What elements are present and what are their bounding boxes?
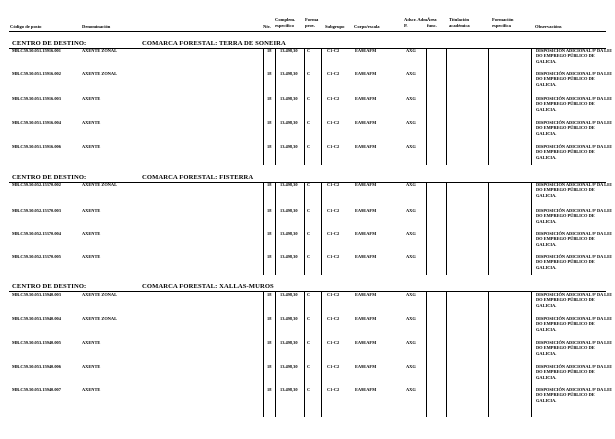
cell-codigo: MR.C59.50.053.15940.005 xyxy=(12,340,61,345)
cell-complemento: 13.498,30 xyxy=(280,96,298,101)
cell-denominacion: AXENTE xyxy=(82,231,101,236)
cell-adscr: AXG xyxy=(406,182,416,187)
cell-forma: C xyxy=(307,387,311,392)
cell-subgrupo: C1-C2 xyxy=(327,340,340,345)
cell-corpo: EA9EAFM xyxy=(355,48,377,53)
cell-complemento: 13.498,30 xyxy=(280,387,298,392)
cell-corpo: EA9EAFM xyxy=(355,231,377,236)
cell-nivel: 18 xyxy=(267,387,272,392)
cell-adscr: AXG xyxy=(406,96,416,101)
cell-subgrupo: C1-C2 xyxy=(327,182,340,187)
column-divider xyxy=(321,183,322,275)
cell-observacion: DISPOSICIÓN ADICIONAL 9ª DA LEI DO EMPREGO PÚBLICO DE GALICIA. xyxy=(536,48,612,64)
column-divider xyxy=(488,49,489,165)
cell-nivel: 18 xyxy=(267,96,272,101)
cell-forma: C xyxy=(307,208,311,213)
cell-codigo: MR.C59.50.051.15916.006 xyxy=(12,144,61,149)
cell-observacion: DISPOSICIÓN ADICIONAL 9ª DA LEI DO EMPREGO PÚBLICO DE GALICIA. xyxy=(536,182,612,198)
cell-nivel: 18 xyxy=(267,182,272,187)
header-adscr: Adscr. Adm. P. xyxy=(404,17,429,28)
cell-adscr: AXG xyxy=(406,340,416,345)
cell-forma: C xyxy=(307,254,311,259)
header-titulacion: Titulación académica xyxy=(449,17,470,28)
cell-denominacion: AXENTE ZONAL xyxy=(82,292,118,297)
cell-nivel: 18 xyxy=(267,231,272,236)
cell-denominacion: AXENTE ZONAL xyxy=(82,316,118,321)
cell-denominacion: AXENTE xyxy=(82,144,101,149)
cell-forma: C xyxy=(307,364,311,369)
cell-codigo: MR.C59.50.053.15940.004 xyxy=(12,316,61,321)
header-area: Área func. xyxy=(427,17,437,28)
column-divider xyxy=(321,292,322,417)
cell-adscr: AXG xyxy=(406,316,416,321)
column-divider xyxy=(426,49,427,165)
cell-corpo: EA9EAFM xyxy=(355,316,377,321)
column-divider xyxy=(263,292,264,417)
cell-subgrupo: C1-C2 xyxy=(327,208,340,213)
header-corpo: Corpo/escala xyxy=(354,24,380,29)
cell-observacion: DISPOSICIÓN ADICIONAL 9ª DA LEI DO EMPREGO PÚBLICO DE GALICIA. xyxy=(536,316,612,332)
section-centro-label: CENTRO DE DESTINO: xyxy=(12,174,87,181)
cell-codigo: MR.C59.50.051.15916.002 xyxy=(12,71,61,76)
column-divider xyxy=(426,292,427,417)
column-divider xyxy=(426,183,427,275)
cell-complemento: 13.498,30 xyxy=(280,340,298,345)
cell-nivel: 18 xyxy=(267,292,272,297)
cell-complemento: 13.498,30 xyxy=(280,182,298,187)
cell-nivel: 18 xyxy=(267,120,272,125)
cell-nivel: 18 xyxy=(267,254,272,259)
cell-codigo: MR.C59.50.051.15916.001 xyxy=(12,48,61,53)
column-divider xyxy=(488,183,489,275)
column-divider xyxy=(531,183,532,275)
cell-codigo: MR.C59.50.052.15370.005 xyxy=(12,254,61,259)
column-divider xyxy=(304,292,305,417)
cell-adscr: AXG xyxy=(406,231,416,236)
cell-observacion: DISPOSICIÓN ADICIONAL 9ª DA LEI DO EMPREGO PÚBLICO DE GALICIA. xyxy=(536,292,612,308)
cell-adscr: AXG xyxy=(406,254,416,259)
cell-subgrupo: C1-C2 xyxy=(327,254,340,259)
cell-forma: C xyxy=(307,144,311,149)
cell-denominacion: AXENTE ZONAL xyxy=(82,182,118,187)
column-divider xyxy=(488,292,489,417)
cell-adscr: AXG xyxy=(406,208,416,213)
column-divider xyxy=(275,49,276,165)
cell-subgrupo: C1-C2 xyxy=(327,48,340,53)
cell-nivel: 18 xyxy=(267,144,272,149)
cell-complemento: 13.498,30 xyxy=(280,364,298,369)
cell-forma: C xyxy=(307,48,311,53)
cell-complemento: 13.498,30 xyxy=(280,316,298,321)
cell-corpo: EA9EAFM xyxy=(355,254,377,259)
header-subgrupo: Subgrupo xyxy=(325,24,345,29)
cell-nivel: 18 xyxy=(267,364,272,369)
cell-subgrupo: C1-C2 xyxy=(327,364,340,369)
cell-corpo: EA9EAFM xyxy=(355,182,377,187)
cell-denominacion: AXENTE ZONAL xyxy=(82,71,118,76)
column-divider xyxy=(263,183,264,275)
cell-denominacion: AXENTE xyxy=(82,254,101,259)
cell-denominacion: AXENTE xyxy=(82,208,101,213)
cell-codigo: MR.C59.50.051.15916.004 xyxy=(12,120,61,125)
cell-nivel: 18 xyxy=(267,340,272,345)
cell-forma: C xyxy=(307,71,311,76)
cell-forma: C xyxy=(307,316,311,321)
column-divider xyxy=(304,49,305,165)
cell-observacion: DISPOSICIÓN ADICIONAL 9ª DA LEI DO EMPREGO PÚBLICO DE GALICIA. xyxy=(536,208,612,224)
cell-adscr: AXG xyxy=(406,144,416,149)
column-divider xyxy=(446,183,447,275)
column-divider xyxy=(304,183,305,275)
header-forma: Forma prov. xyxy=(305,17,319,28)
cell-codigo: MR.C59.50.051.15916.003 xyxy=(12,96,61,101)
cell-adscr: AXG xyxy=(406,120,416,125)
cell-complemento: 13.498,30 xyxy=(280,48,298,53)
cell-forma: C xyxy=(307,96,311,101)
section-centro-name: COMARCA FORESTAL: FISTERRA xyxy=(142,174,254,181)
cell-complemento: 13.498,30 xyxy=(280,71,298,76)
cell-codigo: MR.C59.50.053.15940.007 xyxy=(12,387,61,392)
cell-denominacion: AXENTE xyxy=(82,96,101,101)
section-centro-label: CENTRO DE DESTINO: xyxy=(12,283,87,290)
column-divider xyxy=(446,292,447,417)
cell-complemento: 13.498,30 xyxy=(280,144,298,149)
cell-subgrupo: C1-C2 xyxy=(327,120,340,125)
cell-subgrupo: C1-C2 xyxy=(327,71,340,76)
section-centro-label: CENTRO DE DESTINO: xyxy=(12,40,87,47)
cell-observacion: DISPOSICIÓN ADICIONAL 9ª DA LEI DO EMPREGO PÚBLICO DE GALICIA. xyxy=(536,120,612,136)
column-divider xyxy=(275,292,276,417)
cell-subgrupo: C1-C2 xyxy=(327,316,340,321)
cell-subgrupo: C1-C2 xyxy=(327,144,340,149)
column-divider xyxy=(275,183,276,275)
cell-adscr: AXG xyxy=(406,71,416,76)
cell-complemento: 13.498,30 xyxy=(280,231,298,236)
cell-codigo: MR.C59.50.052.15370.004 xyxy=(12,231,61,236)
header-complemento: Complem. específico xyxy=(275,17,296,28)
column-divider xyxy=(446,49,447,165)
cell-corpo: EA9EAFM xyxy=(355,340,377,345)
cell-nivel: 18 xyxy=(267,316,272,321)
cell-corpo: EA9EAFM xyxy=(355,208,377,213)
cell-observacion: DISPOSICIÓN ADICIONAL 9ª DA LEI DO EMPREGO PÚBLICO DE GALICIA. xyxy=(536,231,612,247)
section-centro-name: COMARCA FORESTAL: XALLAS-MUROS xyxy=(142,283,274,290)
header-denominacion: Denominación xyxy=(82,24,111,29)
cell-complemento: 13.498,30 xyxy=(280,292,298,297)
cell-corpo: EA9EAFM xyxy=(355,364,377,369)
cell-forma: C xyxy=(307,231,311,236)
header-formacion: Formación específica xyxy=(492,17,514,28)
cell-observacion: DISPOSICIÓN ADICIONAL 9ª DA LEI DO EMPREGO PÚBLICO DE GALICIA. xyxy=(536,364,612,380)
header-observacions: Observacións xyxy=(535,24,562,29)
cell-observacion: DISPOSICIÓN ADICIONAL 9ª DA LEI DO EMPREGO PÚBLICO DE GALICIA. xyxy=(536,71,612,87)
header-codigo: Código de posto xyxy=(10,24,42,29)
cell-denominacion: AXENTE xyxy=(82,340,101,345)
cell-denominacion: AXENTE ZONAL xyxy=(82,48,118,53)
cell-corpo: EA9EAFM xyxy=(355,387,377,392)
cell-observacion: DISPOSICIÓN ADICIONAL 9ª DA LEI DO EMPREGO PÚBLICO DE GALICIA. xyxy=(536,144,612,160)
cell-corpo: EA9EAFM xyxy=(355,144,377,149)
column-divider xyxy=(263,49,264,165)
cell-subgrupo: C1-C2 xyxy=(327,292,340,297)
header-nivel: Nív. xyxy=(263,24,271,29)
cell-nivel: 18 xyxy=(267,48,272,53)
cell-codigo: MR.C59.50.053.15940.003 xyxy=(12,292,61,297)
cell-observacion: DISPOSICIÓN ADICIONAL 9ª DA LEI DO EMPREGO PÚBLICO DE GALICIA. xyxy=(536,387,612,403)
section-centro-name: COMARCA FORESTAL: TERRA DE SONEIRA xyxy=(142,40,286,47)
cell-codigo: MR.C59.50.053.15940.006 xyxy=(12,364,61,369)
cell-corpo: EA9EAFM xyxy=(355,120,377,125)
cell-adscr: AXG xyxy=(406,292,416,297)
cell-denominacion: AXENTE xyxy=(82,387,101,392)
cell-forma: C xyxy=(307,340,311,345)
cell-corpo: EA9EAFM xyxy=(355,292,377,297)
cell-codigo: MR.C59.50.052.15370.003 xyxy=(12,208,61,213)
cell-adscr: AXG xyxy=(406,387,416,392)
header-rule xyxy=(9,31,606,32)
cell-nivel: 18 xyxy=(267,71,272,76)
column-divider xyxy=(531,292,532,417)
cell-subgrupo: C1-C2 xyxy=(327,96,340,101)
cell-nivel: 18 xyxy=(267,208,272,213)
cell-subgrupo: C1-C2 xyxy=(327,387,340,392)
cell-corpo: EA9EAFM xyxy=(355,71,377,76)
cell-denominacion: AXENTE xyxy=(82,120,101,125)
cell-forma: C xyxy=(307,120,311,125)
cell-complemento: 13.498,30 xyxy=(280,254,298,259)
cell-observacion: DISPOSICIÓN ADICIONAL 9ª DA LEI DO EMPREGO PÚBLICO DE GALICIA. xyxy=(536,254,612,270)
column-divider xyxy=(321,49,322,165)
cell-adscr: AXG xyxy=(406,364,416,369)
cell-denominacion: AXENTE xyxy=(82,364,101,369)
cell-codigo: MR.C59.50.052.15370.002 xyxy=(12,182,61,187)
cell-complemento: 13.498,30 xyxy=(280,208,298,213)
cell-corpo: EA9EAFM xyxy=(355,96,377,101)
cell-subgrupo: C1-C2 xyxy=(327,231,340,236)
cell-observacion: DISPOSICIÓN ADICIONAL 9ª DA LEI DO EMPREGO PÚBLICO DE GALICIA. xyxy=(536,340,612,356)
cell-forma: C xyxy=(307,182,311,187)
cell-adscr: AXG xyxy=(406,48,416,53)
cell-forma: C xyxy=(307,292,311,297)
column-divider xyxy=(531,49,532,165)
cell-observacion: DISPOSICIÓN ADICIONAL 9ª DA LEI DO EMPREGO PÚBLICO DE GALICIA. xyxy=(536,96,612,112)
cell-complemento: 13.498,30 xyxy=(280,120,298,125)
